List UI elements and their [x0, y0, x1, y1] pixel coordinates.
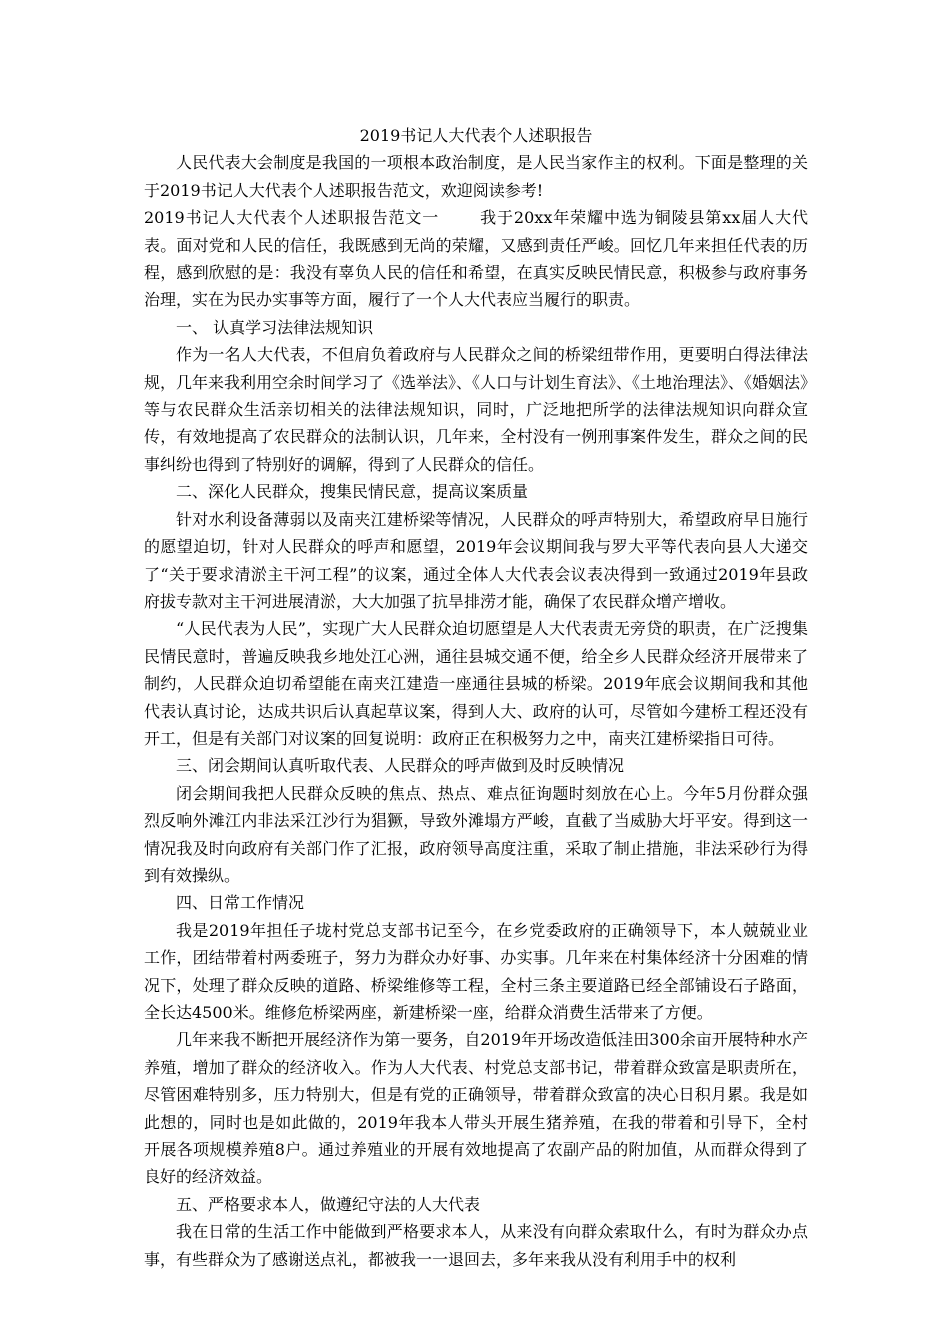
opening-text: 我于20xx年荣耀中选为铜陵县第xx届人大代表。面对党和人民的信任，我既感到无尚的荣耀，又感到责任严峻。回忆几年来担任代表的历程，感到欣慰的是：我没有辜负人民的信任和希望，在真实反映民情民意，积极参与政府事务治理，实在为民办实事等方面，履行了一个人大代表应当履行的职责。 — [144, 208, 808, 310]
document-body — [144, 122, 808, 1273]
section-paragraph: 作为一名人大代表，不但肩负着政府与人民群众之间的桥梁纽带作用，更要明白得法律法规，几年来我利用空余时间学习了《选举法》、《人口与计划生育法》、《土地治理法》、《婚姻法》等与农民群众生活亲切相关的法律法规知识，同时，广泛地把所学的法律法规知识向群众宣传，有效地提高了农民群众的法制认识，几年来，全村没有一例刑事案件发生，群众之间的民事纠纷也得到了特别好的调解，得到了人民群众的信任。 — [144, 345, 809, 474]
section-heading: 四、日常工作情况 — [176, 893, 305, 913]
section-paragraph: 闭会期间我把人民群众反映的焦点、热点、难点征询题时刻放在心上。今年5月份群众强烈反响外滩江内非法采江沙行为猖獗，导致外滩塌方严峻，直截了当威胁大圩平安。得到这一情况我及时向政府有关部门作了汇报，政府领导高度注重，采取了制止措施，非法采砂行为得到有效操纵。 — [144, 783, 808, 885]
section-heading: 二、深化人民群众，搜集民情民意，提高议案质量 — [176, 482, 529, 502]
section-paragraph: 我是2019年担任子垅村党总支部书记至今，在乡党委政府的正确领导下，本人兢兢业业工作，团结带着村两委班子，努力为群众办好事、办实事。几年来在村集体经济十分困难的情况下，处理了群众反映的道路、桥梁维修等工程，全村三条主要道路已经全部铺设石子路面，全长达4500米。维修危桥梁两座，新建桥梁一座，给群众消费生活带来了方便。 — [144, 920, 808, 1022]
document-title: 2019书记人大代表个人述职报告 — [359, 126, 593, 145]
section-heading: 五、严格要求本人，做遵纪守法的人大代表 — [176, 1194, 481, 1214]
section-paragraph: 针对水利设备薄弱以及南夹江建桥梁等情况，人民群众的呼声特别大，希望政府早日施行的愿望迫切，针对人民群众的呼声和愿望，2019年会议期间我与罗大平等代表向县人大递交了“关于要求清淤主干河工程”的议案，通过全体人大代表会议表决得到一致通过2019年县政府拔专款对主干河进展清淤，大大加强了抗旱排涝才能，确保了农民群众增产增收。 — [144, 509, 808, 611]
section-paragraph: “人民代表为人民”，实现广大人民群众迫切愿望是人大代表责无旁贷的职责，在广泛搜集民情民意时，普遍反映我乡地处江心洲，通往县城交通不便，给全乡人民群众经济开展带来了制约，人民群众迫切希望能在南夹江建造一座通往县城的桥梁。2019年底会议期间我和其他代表认真讨论，达成共识后认真起草议案，得到人大、政府的认可，尽管如今建桥工程还没有开工，但是有关部门对议案的回复说明：政府正在积极努力之中，南夹江建桥梁指日可待。 — [144, 619, 808, 748]
section-paragraph: 几年来我不断把开展经济作为第一要务，自2019年开场改造低洼田300余亩开展特种水产养殖，增加了群众的经济收入。作为人大代表、村党总支部书记，带着群众致富是职责所在，尽管困难特别多，压力特别大，但是有党的正确领导，带着群众致富的决心日积月累。我是如此想的，同时也是如此做的，2019年我本人带头开展生猪养殖，在我的带着和引导下，全村开展各项规模养殖8户。通过养殖业的开展有效地提高了农副产品的附加值，从而群众得到了良好的经济效益。 — [144, 1030, 808, 1187]
sample-label: 2019书记人大代表个人述职报告范文一 — [144, 208, 440, 228]
section-paragraph: 我在日常的生活工作中能做到严格要求本人，从来没有向群众索取什么，有时为群众办点事，有些群众为了感谢送点礼，都被我一一退回去，多年来我从没有利用手中的权利 — [144, 1222, 808, 1269]
intro-paragraph: 人民代表大会制度是我国的一项根本政治制度，是人民当家作主的权利。下面是整理的关于2019书记人大代表个人述职报告范文，欢迎阅读参考! — [144, 153, 808, 200]
opening-paragraph — [144, 204, 808, 314]
section-heading: 三、闭会期间认真听取代表、人民群众的呼声做到及时反映情况 — [176, 756, 625, 776]
section-heading: 一、 认真学习法律法规知识 — [176, 317, 374, 337]
